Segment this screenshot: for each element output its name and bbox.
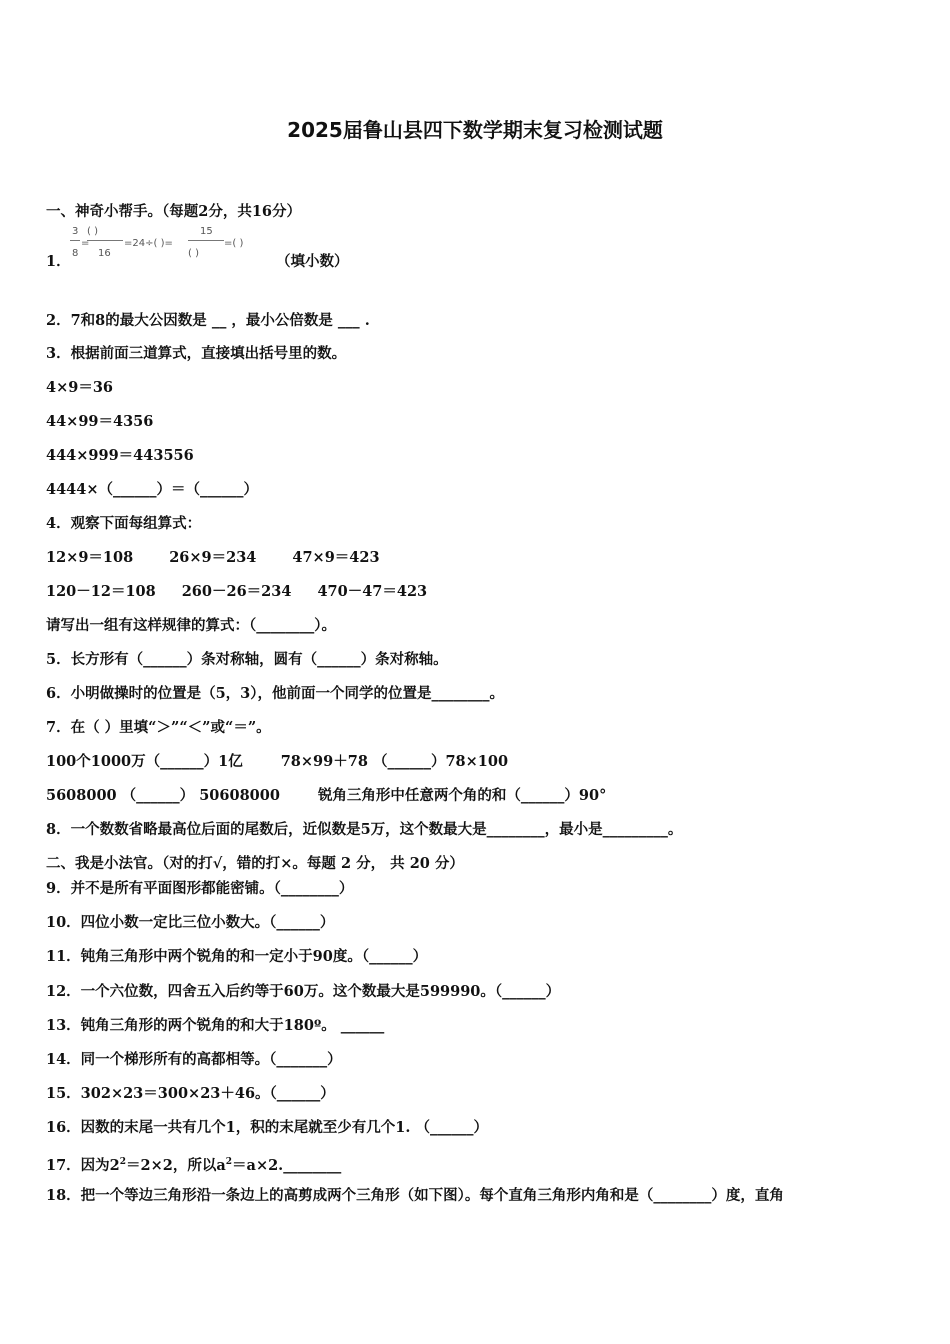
frac-bar-1 xyxy=(70,240,80,241)
question-12: 12．一个六位数，四舍五入后约等于60万。这个数最大是599990。（______） xyxy=(46,983,561,1000)
frac-bar-3 xyxy=(188,240,224,241)
question-4: 4．观察下面每组算式： xyxy=(46,515,202,532)
frac-denominator-3: ( ) xyxy=(188,248,199,259)
question-4-row-1 xyxy=(46,548,380,568)
frac-bar-2 xyxy=(87,240,123,241)
question-1-fraction-equation xyxy=(70,226,280,270)
question-3-line-1: 4×9＝36 xyxy=(46,379,114,396)
section-2-heading: 二、我是小法官。（对的打√，错的打×。每题 2 分， 共 20 分） xyxy=(46,855,464,872)
q7-item-3: 5608000 （______） 50608000 xyxy=(46,787,280,804)
q4-eq-3: 47×9＝423 xyxy=(292,549,380,566)
question-18: 18．把一个等边三角形沿一条边上的高剪成两个三角形（如下图）。每个直角三角形内角和是（________）度，直角 xyxy=(46,1187,784,1204)
frac-numerator-1: 3 xyxy=(72,226,79,237)
q7-item-2: 78×99＋78 （______）78×100 xyxy=(280,753,509,770)
q4-eq-5: 260－26＝234 xyxy=(181,583,292,600)
page-title: 2025届鲁山县四下数学期末复习检测试题 xyxy=(287,118,663,142)
q17-part-2: ＝2×2，所以a xyxy=(126,1156,226,1174)
question-7-row-1 xyxy=(46,752,508,772)
question-3-line-2: 44×99＝4356 xyxy=(46,413,154,430)
q4-eq-2: 26×9＝234 xyxy=(169,549,257,566)
question-1-number: 1． xyxy=(46,253,71,270)
question-16: 16．因数的末尾一共有几个1，积的末尾就至少有几个1. （______） xyxy=(46,1119,488,1136)
question-13: 13．钝角三角形的两个锐角的和大于180º。 ______ xyxy=(46,1017,385,1034)
question-2: 2．7和8的最大公因数是 __ ，最小公倍数是 ___ . xyxy=(46,312,370,329)
q7-item-4: 锐角三角形中任意两个角的和（______）90° xyxy=(317,787,607,804)
question-6: 6．小明做操时的位置是（5，3），他前面一个同学的位置是________。 xyxy=(46,685,505,702)
frac-denominator-2: 16 xyxy=(98,248,111,259)
question-8: 8．一个数数省略最高位后面的尾数后，近似数是5万，这个数最大是________，最小是_________。 xyxy=(46,821,683,838)
frac-denominator-1: 8 xyxy=(72,248,79,259)
question-17 xyxy=(46,1152,341,1176)
question-3-line-3: 444×999＝443556 xyxy=(46,447,194,464)
question-1-suffix: （填小数） xyxy=(276,253,349,270)
question-11: 11．钝角三角形中两个锐角的和一定小于90度。（______） xyxy=(46,948,428,965)
question-10: 10．四位小数一定比三位小数大。（______） xyxy=(46,914,335,931)
question-9: 9．并不是所有平面图形都能密铺。（________） xyxy=(46,880,354,897)
q4-eq-1: 12×9＝108 xyxy=(46,549,134,566)
question-4-row-2 xyxy=(46,582,427,602)
question-7: 7．在（ ）里填“＞”“＜”或“＝”。 xyxy=(46,719,271,736)
q7-item-1: 100个1000万（______）1亿 xyxy=(46,753,243,770)
frac-end: =( ) xyxy=(224,238,244,249)
section-1-heading: 一、神奇小帮手。（每题2分，共16分） xyxy=(46,203,302,220)
q4-eq-6: 470－47＝423 xyxy=(317,583,428,600)
question-3-line-4: 4444×（______）＝（______） xyxy=(46,481,259,498)
q17-sup-1: 2 xyxy=(119,1157,127,1167)
q17-part-3: ＝a×2.________ xyxy=(232,1156,342,1174)
question-4-ask: 请写出一组有这样规律的算式：（________）。 xyxy=(46,617,336,634)
frac-equals-1: = xyxy=(81,238,90,249)
q17-sup-2: 2 xyxy=(225,1157,233,1167)
question-15: 15．302×23＝300×23＋46。（______） xyxy=(46,1085,335,1102)
q17-part-1: 17．因为2 xyxy=(46,1156,120,1174)
question-3: 3．根据前面三道算式，直接填出括号里的数。 xyxy=(46,345,347,362)
frac-middle: =24÷( )= xyxy=(124,238,173,249)
question-5: 5．长方形有（______）条对称轴，圆有（______）条对称轴。 xyxy=(46,651,448,668)
q4-eq-4: 120－12＝108 xyxy=(46,583,156,600)
frac-numerator-3: 15 xyxy=(200,226,213,237)
frac-numerator-2: ( ) xyxy=(87,226,98,237)
question-14: 14．同一个梯形所有的高都相等。（_______） xyxy=(46,1051,342,1068)
question-7-row-2 xyxy=(46,786,606,806)
